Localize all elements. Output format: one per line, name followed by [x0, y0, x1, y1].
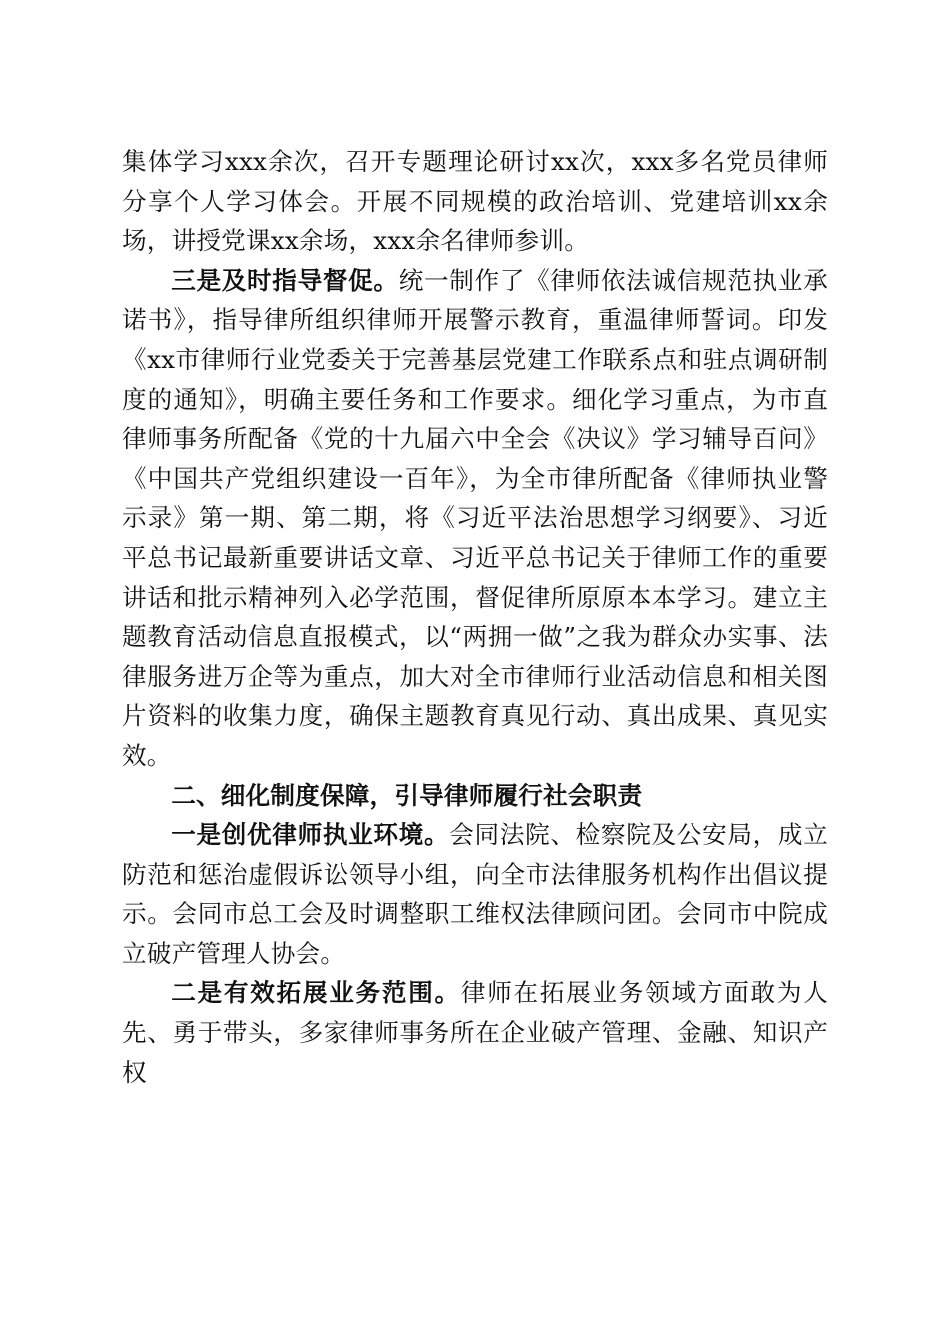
paragraph-study-summary: 集体学习xxx余次，召开专题理论研讨xx次，xxx多名党员律师分享个人学习体会。开展不同规模的政治培训、党建培训xx余场，讲授党课xx余场，xxx余名律师参训。 — [122, 147, 828, 256]
paragraph-lead-business-scope: 二是有效拓展业务范围。 — [171, 978, 461, 1008]
paragraph-body-business-scope: 律师在拓展业务领域方面敢为人先、勇于带头，多家律师事务所在企业破产管理、金融、知识产权 — [122, 978, 828, 1087]
paragraph-guidance — [122, 261, 828, 776]
section-heading-2: 二、细化制度保障，引导律师履行社会职责 — [171, 780, 643, 810]
paragraph-lead-environment: 一是创优律师执业环境。 — [171, 820, 450, 850]
paragraph-lead-guidance: 三是及时指导督促。 — [171, 265, 399, 295]
document-body — [122, 142, 828, 1092]
paragraph-body-guidance: 统一制作了《律师依法诚信规范执业承诺书》，指导律所组织律师开展警示教育，重温律师誓词。印发《xx市律师行业党委关于完善基层党建工作联系点和驻点调研制度的通知》，明确主要任务和工作要求。细化学习重点，为市直律师事务所配备《党的十九届六中全会《决议》学习辅导百问》《中国共产党组织建设一百年》，为全市律所配备《律师执业警示录》第一期、第二期，将《习近平法治思想学习纲要》、习近平总书记最新重要讲话文章、习近平总书记关于律师工作的重要讲话和批示精神列入必学范围，督促律所原原本本学习。建立主题教育活动信息直报模式，以“两拥一做”之我为群众办实事、法律服务进万企等为重点，加大对全市律师行业活动信息和相关图片资料的收集力度，确保主题教育真见行动、真出成果、真见实效。 — [122, 265, 828, 770]
paragraph-body-environment: 会同法院、检察院及公安局，成立防范和惩治虚假诉讼领导小组，向全市法律服务机构作出倡议提示。会同市总工会及时调整职工维权法律顾问团。会同市中院成立破产管理人协会。 — [122, 820, 828, 968]
paragraph-business-scope — [122, 973, 828, 1092]
paragraph-environment — [122, 815, 828, 973]
